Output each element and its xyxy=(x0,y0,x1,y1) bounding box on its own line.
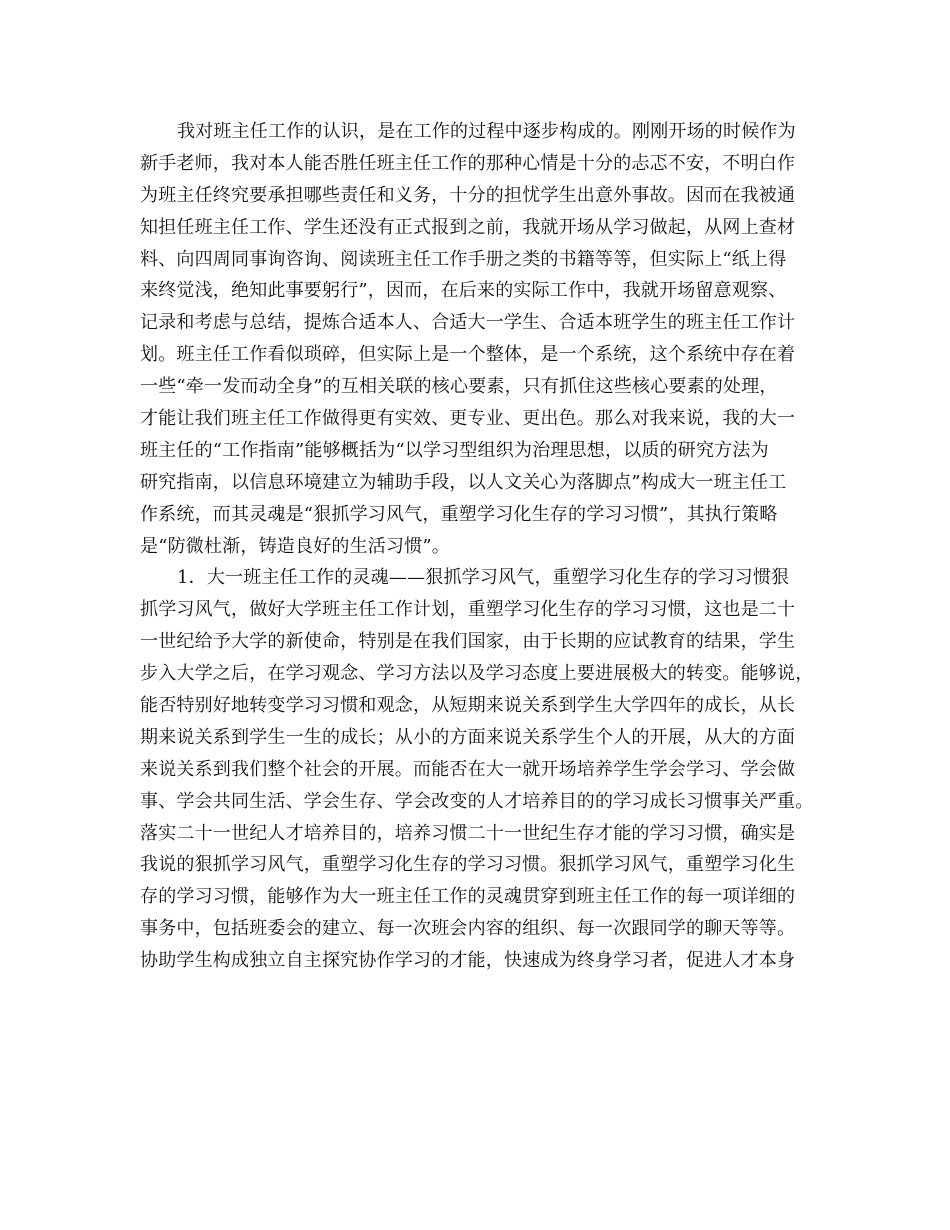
paragraph-2-line: 我说的狠抓学习风气，重塑学习化生存的学习习惯。狠抓学习风气，重塑学习化生 xyxy=(140,854,796,876)
paragraph-2-line: 1．大一班主任工作的灵魂——狠抓学习风气，重塑学习化生存的学习习惯狠 xyxy=(177,567,790,589)
paragraph-2-line: 步入大学之后，在学习观念、学习方法以及学习态度上要进展极大的转变。能够说， xyxy=(140,663,814,685)
paragraph-1-line: 作系统，而其灵魂是“狠抓学习风气，重塑学习化生存的学习习惯”，其执行策略 xyxy=(140,503,778,525)
paragraph-2-line: 期来说关系到学生一生的成长；从小的方面来说关系学生个人的开展，从大的方面 xyxy=(140,726,796,748)
paragraph-2-line: 事务中，包括班委会的建立、每一次班会内容的组织、每一次跟同学的聊天等等。 xyxy=(140,918,796,940)
paragraph-2-line: 落实二十一世纪人才培养目的，培养习惯二十一世纪生存才能的学习习惯，确实是 xyxy=(140,822,796,844)
paragraph-2-line: 能否特别好地转变学习习惯和观念，从短期来说关系到学生大学四年的成长，从长 xyxy=(140,695,796,717)
paragraph-1-line: 我对班主任工作的认识，是在工作的过程中逐步构成的。刚刚开场的时候作为 xyxy=(177,121,796,142)
paragraph-1-line: 新手老师，我对本人能否胜任班主任工作的那种心情是十分的忐忑不安，不明白作 xyxy=(140,152,796,174)
paragraph-1-line: 料、向四周同事询咨询、阅读班主任工作手册之类的书籍等等，但实际上“纸上得 xyxy=(140,248,787,270)
paragraph-2-line: 协助学生构成独立自主探究协作学习的才能，快速成为终身学习者，促进人才本身 xyxy=(140,950,796,972)
paragraph-2-line: 事、学会共同生活、学会生存、学会改变的人才培养目的的学习成长习惯事关严重。 xyxy=(140,790,814,812)
paragraph-1-line: 来终觉浅，绝知此事要躬行”，因而，在后来的实际工作中，我就开场留意观察、 xyxy=(140,280,787,302)
document-body xyxy=(140,116,812,977)
paragraph-2-line: 一世纪给予大学的新使命，特别是在我们国家，由于长期的应试教育的结果，学生 xyxy=(140,631,796,653)
paragraph-2-line: 存的学习习惯，能够作为大一班主任工作的灵魂贯穿到班主任工作的每一项详细的 xyxy=(140,886,796,908)
paragraph-1-line: 是“防微杜渐，铸造良好的生活习惯”。 xyxy=(140,535,451,557)
paragraph-1-line: 记录和考虑与总结，提炼合适本人、合适大一学生、合适本班学生的班主任工作计 xyxy=(140,312,796,334)
paragraph-1-line: 研究指南，以信息环境建立为辅助手段，以人文关心为落脚点”构成大一班主任工 xyxy=(140,471,787,493)
paragraph-1-line: 划。班主任工作看似琐碎，但实际上是一个整体，是一个系统，这个系统中存在着 xyxy=(140,344,796,366)
paragraph-2-line: 来说关系到我们整个社会的开展。而能否在大一就开场培养学生学会学习、学会做 xyxy=(140,758,796,780)
paragraph-1-line: 知担任班主任工作、学生还没有正式报到之前，我就开场从学习做起，从网上查材 xyxy=(140,216,796,238)
paragraph-1-line: 班主任的“工作指南”能够概括为“以学习型组织为治理思想，以质的研究方法为 xyxy=(140,439,769,461)
paragraph-1-line: 才能让我们班主任工作做得更有实效、更专业、更出色。那么对我来说，我的大一 xyxy=(140,408,796,430)
paragraph-1-line: 一些“牵一发而动全身”的互相关联的核心要素，只有抓住这些核心要素的处理， xyxy=(140,376,778,398)
paragraph-1-line: 为班主任终究要承担哪些责任和义务，十分的担忧学生出意外事故。因而在我被通 xyxy=(140,184,796,206)
paragraph-2-line: 抓学习风气，做好大学班主任工作计划，重塑学习化生存的学习习惯，这也是二十 xyxy=(140,599,796,621)
